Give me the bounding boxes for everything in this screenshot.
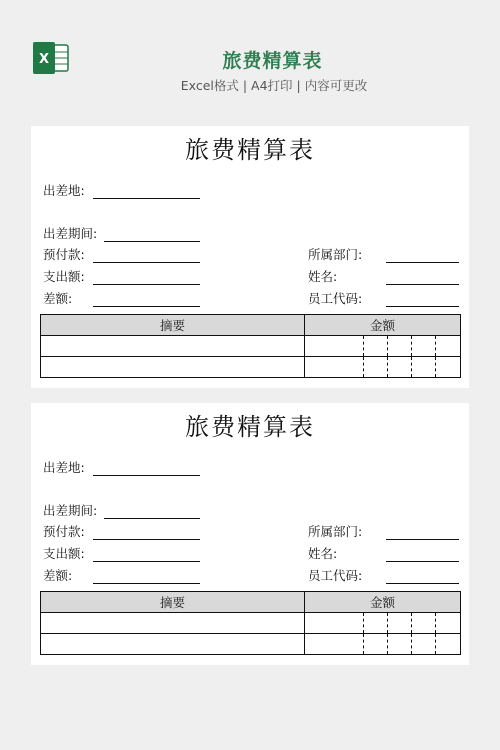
departure-place-input[interactable] (93, 475, 200, 476)
trip-period-input[interactable] (104, 241, 200, 242)
employee-code-label: 员工代码: (308, 291, 363, 306)
difference-label: 差额: (43, 291, 73, 306)
trip-period-label: 出差期间: (43, 226, 98, 241)
employee-code-input[interactable] (386, 583, 459, 584)
expense-form-2 (31, 403, 469, 665)
form-title: 旅费精算表 (185, 413, 315, 441)
expenditure-input[interactable] (93, 561, 200, 562)
summary-cell[interactable] (41, 336, 305, 357)
header-title: 旅费精算表 (222, 50, 323, 72)
advance-payment-input[interactable] (93, 262, 200, 263)
employee-code-input[interactable] (386, 306, 459, 307)
expenditure-label: 支出额: (43, 269, 85, 284)
summary-cell[interactable] (41, 613, 305, 634)
advance-payment-input[interactable] (93, 539, 200, 540)
amount-column-header: 金额 (305, 592, 461, 613)
table-header-row (41, 315, 461, 336)
table-row (41, 613, 461, 634)
table-row (41, 357, 461, 378)
amount-cell[interactable] (305, 357, 461, 378)
amount-cell[interactable] (305, 336, 461, 357)
amount-column-header: 金额 (305, 315, 461, 336)
advance-payment-label: 预付款: (43, 524, 85, 539)
summary-cell[interactable] (41, 357, 305, 378)
department-input[interactable] (386, 262, 459, 263)
form-title: 旅费精算表 (185, 136, 315, 164)
expense-form-1 (31, 126, 469, 388)
summary-cell[interactable] (41, 634, 305, 655)
trip-period-label: 出差期间: (43, 503, 98, 518)
page-header (0, 0, 500, 110)
table-row (41, 634, 461, 655)
departure-place-label: 出差地: (43, 183, 85, 198)
department-input[interactable] (386, 539, 459, 540)
difference-input[interactable] (93, 306, 200, 307)
difference-input[interactable] (93, 583, 200, 584)
svg-text:X: X (38, 52, 50, 67)
name-input[interactable] (386, 284, 459, 285)
amount-cell[interactable] (305, 634, 461, 655)
employee-code-label: 员工代码: (308, 568, 363, 583)
departure-place-input[interactable] (93, 198, 200, 199)
table-header-row (41, 592, 461, 613)
summary-column-header: 摘要 (41, 315, 305, 336)
summary-column-header: 摘要 (41, 592, 305, 613)
expense-table (40, 591, 461, 655)
trip-period-input[interactable] (104, 518, 200, 519)
table-row (41, 336, 461, 357)
expenditure-input[interactable] (93, 284, 200, 285)
advance-payment-label: 预付款: (43, 247, 85, 262)
name-input[interactable] (386, 561, 459, 562)
expense-table (40, 314, 461, 378)
header-subtitle: Excel格式 | A4打印 | 内容可更改 (180, 78, 368, 93)
amount-cell[interactable] (305, 613, 461, 634)
name-label: 姓名: (308, 546, 338, 561)
departure-place-label: 出差地: (43, 460, 85, 475)
expenditure-label: 支出额: (43, 546, 85, 561)
name-label: 姓名: (308, 269, 338, 284)
department-label: 所属部门: (308, 247, 363, 262)
difference-label: 差额: (43, 568, 73, 583)
department-label: 所属部门: (308, 524, 363, 539)
